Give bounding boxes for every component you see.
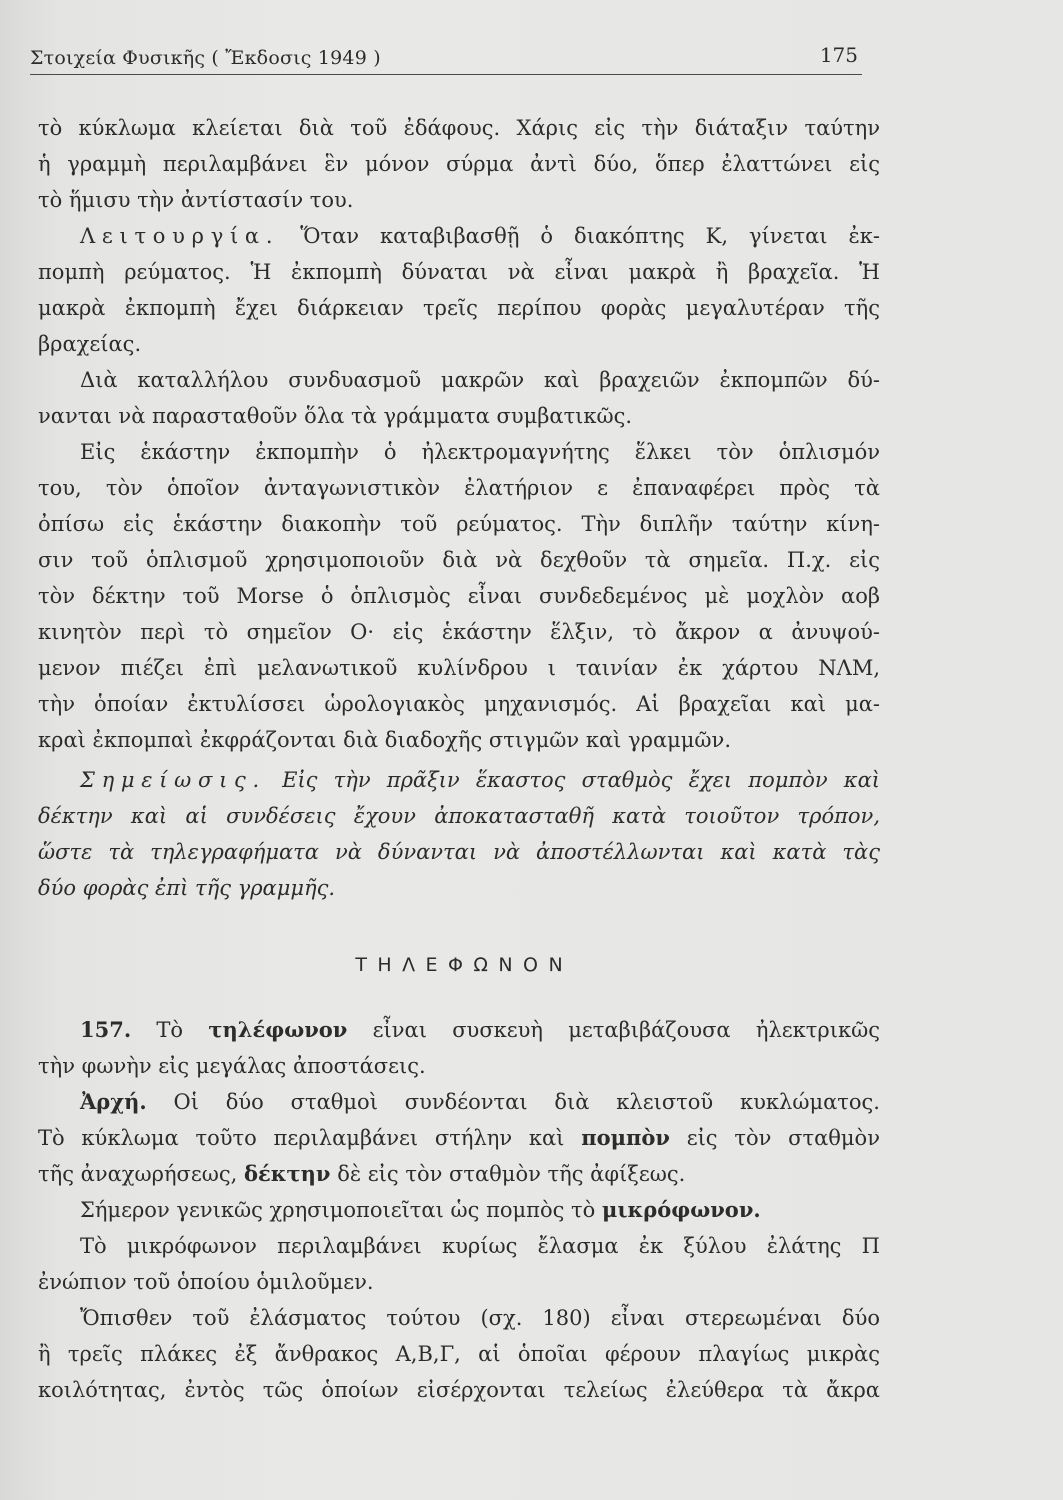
- paragraph-principle: [38, 1084, 880, 1192]
- text-line: ὀπίσω εἰς ἑκάστην διακοπὴν τοῦ ρεύματος. Τὴν διπλῆν ταύτην κίνη-: [38, 512, 880, 536]
- text-line: νανται νὰ παρασταθοῦν ὅλα τὰ γράμματα συμβατικῶς.: [38, 404, 633, 428]
- text-line: τὸ κύκλωμα κλείεται διὰ τοῦ ἐδάφους. Χάρις εἰς τὴν διάταξιν ταύτην: [38, 116, 880, 140]
- text-line: ὥστε τὰ τηλεγραφήματα νὰ δύνανται νὰ ἀποστέλλωνται καὶ κατὰ τὰς: [38, 840, 880, 864]
- text-line: μενον πιέζει ἐπὶ μελανωτικοῦ κυλίνδρου ι ταινίαν ἐκ χάρτου ΝΛΜ,: [38, 656, 880, 680]
- text-span: Ὅταν καταβιβασθῇ ὁ διακόπτης Κ, γίνεται ἐκ-: [300, 224, 880, 248]
- section-number: 157.: [80, 1017, 132, 1042]
- text-line: τὴν ὁποίαν ἐκτυλίσσει ὡρολογιακὸς μηχανισμός. Αἱ βραχεῖαι καὶ μα-: [38, 692, 880, 716]
- text-span: εἰς τὸν σταθμὸν: [686, 1126, 880, 1150]
- text-line: τὸ ἥμισυ τὴν ἀντίστασίν του.: [38, 188, 354, 212]
- text-span: δὲ εἰς τὸν σταθμὸν τῆς ἀφίξεως.: [337, 1162, 686, 1186]
- body-text: [38, 110, 880, 1408]
- bold-term: πομπὸν: [581, 1125, 670, 1150]
- paragraph-continuation: [38, 110, 880, 218]
- run-in-label: Ἀρχή.: [80, 1089, 147, 1114]
- text-line: ἢ τρεῖς πλάκες ἐξ ἄνθρακος Α,Β,Γ, αἱ ὁποῖαι φέρουν πλαγίως μικρὰς: [38, 1342, 880, 1366]
- note-paragraph: [38, 762, 880, 906]
- text-line: δέκτην καὶ αἱ συνδέσεις ἔχουν ἀποκατασταθῆ κατὰ τοιοῦτον τρόπον,: [38, 804, 880, 828]
- paragraph: [38, 1300, 880, 1408]
- text-line: Ὄπισθεν τοῦ ἐλάσματος τούτου (σχ. 180) εἶναι στερεωμέναι δύο: [80, 1306, 880, 1330]
- text-line: [38, 1012, 880, 1048]
- bold-term: τηλέφωνον: [208, 1017, 348, 1042]
- text-line: [38, 1156, 880, 1192]
- text-line: σιν τοῦ ὁπλισμοῦ χρησιμοποιοῦν διὰ νὰ δεχθοῦν τὰ σημεῖα. Π.χ. εἰς: [38, 548, 880, 572]
- paragraph: [38, 1192, 880, 1228]
- text-span: εἶναι συσκευὴ μεταβιβάζουσα ἠλεκτρικῶς: [372, 1018, 880, 1042]
- paragraph-definition: [38, 1012, 880, 1084]
- text-line: δύο φορὰς ἐπὶ τῆς γραμμῆς.: [38, 876, 336, 900]
- text-span: Εἰς τὴν πρᾶξιν ἕκαστος σταθμὸς ἔχει πομπὸν καὶ: [282, 768, 880, 792]
- text-line: βραχείας.: [38, 332, 142, 356]
- paragraph: [38, 1228, 880, 1300]
- text-line: του, τὸν ὁποῖον ἀνταγωνιστικὸν ἐλατήριον ε ἐπαναφέρει πρὸς τὰ: [38, 476, 880, 500]
- run-in-label: Λειτουργία.: [80, 224, 280, 248]
- text-span: τῆς ἀναχωρήσεως,: [38, 1162, 238, 1186]
- text-span: Οἱ δύο σταθμοὶ συνδέονται διὰ κλειστοῦ κυκλώματος.: [173, 1090, 880, 1114]
- text-span: Τὸ κύκλωμα τοῦτο περιλαμβάνει στήλην καὶ: [38, 1126, 565, 1150]
- text-line: Διὰ καταλλήλου συνδυασμοῦ μακρῶν καὶ βραχειῶν ἐκπομπῶν δύ-: [80, 368, 880, 392]
- bold-term: μικρόφωνον.: [602, 1197, 761, 1222]
- text-line: Εἰς ἑκάστην ἐκπομπὴν ὁ ἠλεκτρομαγνήτης ἕλκει τὸν ὁπλισμόν: [80, 440, 880, 464]
- text-span: Σήμερον γενικῶς χρησιμοποιεῖται ὡς πομπὸς τὸ: [80, 1198, 596, 1222]
- running-head-title: Στοιχεία Φυσικῆς ( Ἔκδοσις 1949 ): [30, 47, 381, 69]
- text-line: τὸν δέκτην τοῦ Morse ὁ ὁπλισμὸς εἶναι συνδεδεμένος μὲ μοχλὸν αοβ: [38, 584, 880, 608]
- bold-term: δέκτην: [244, 1161, 331, 1186]
- text-line: ἐνώπιον τοῦ ὁποίου ὁμιλοῦμεν.: [38, 1270, 374, 1294]
- paragraph-operation: [38, 218, 880, 362]
- running-head: [30, 36, 862, 75]
- text-line: [38, 218, 880, 254]
- text-line: μακρὰ ἐκπομπὴ ἔχει διάρκειαν τρεῖς περίπου φορὰς μεγαλυτέραν τῆς: [38, 296, 880, 320]
- text-line: πομπὴ ρεύματος. Ἡ ἐκπομπὴ δύναται νὰ εἶναι μακρὰ ἢ βραχεῖα. Ἡ: [38, 260, 880, 284]
- paragraph: [38, 434, 880, 758]
- section-heading: ΤΗΛΕΦΩΝΟΝ: [355, 954, 574, 976]
- text-span: Τὸ: [156, 1018, 184, 1042]
- page-number: 175: [819, 43, 858, 67]
- text-line: [38, 1120, 880, 1156]
- text-line: κραὶ ἐκπομπαὶ ἐκφράζονται διὰ διαδοχῆς στιγμῶν καὶ γραμμῶν.: [38, 728, 731, 752]
- note-label: Σημείωσις.: [80, 768, 266, 792]
- text-line: κινητὸν περὶ τὸ σημεῖον Ο· εἰς ἑκάστην ἕλξιν, τὸ ἄκρον α ἀνυψού-: [38, 620, 880, 644]
- text-line: κοιλότητας, ἐντὸς τῶς ὁποίων εἰσέρχονται τελείως ἐλεύθερα τὰ ἄκρα: [38, 1378, 880, 1402]
- text-line: τὴν φωνὴν εἰς μεγάλας ἀποστάσεις.: [38, 1054, 426, 1078]
- paragraph: [38, 362, 880, 434]
- text-line: [38, 1192, 880, 1228]
- text-line: [38, 762, 880, 798]
- text-line: [38, 1084, 880, 1120]
- text-line: Τὸ μικρόφωνον περιλαμβάνει κυρίως ἔλασμα ἐκ ξύλου ἐλάτης Π: [80, 1234, 880, 1258]
- text-line: ἡ γραμμὴ περιλαμβάνει ἓν μόνον σύρμα ἀντὶ δύο, ὅπερ ἐλαττώνει εἰς: [38, 152, 880, 176]
